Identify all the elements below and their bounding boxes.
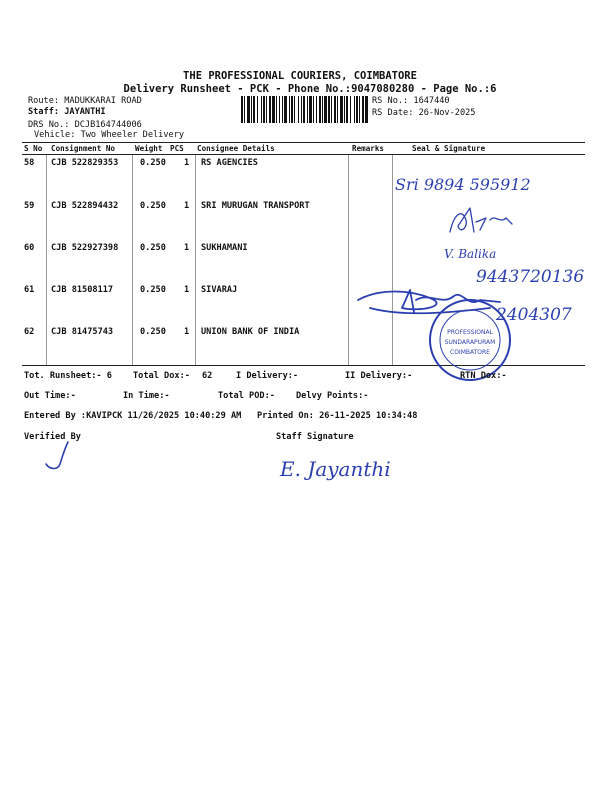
- col-remarks: Remarks: [352, 144, 385, 153]
- row-consignment: CJB 81475743: [51, 327, 114, 337]
- svg-text:2404307: 2404307: [496, 305, 572, 325]
- verified-by-signature: [40, 440, 80, 474]
- row-pcs: 1: [184, 327, 190, 337]
- total-dox-value: 62: [202, 371, 213, 381]
- row-sno: 60: [24, 243, 35, 253]
- row-weight: 0.250: [140, 285, 166, 295]
- table-header-rule: [22, 154, 585, 155]
- col-divider: [195, 155, 196, 365]
- route-label: Route: MADUKKARAI ROAD: [28, 96, 142, 106]
- col-consignee: Consignee Details: [197, 144, 275, 153]
- row-consignee: RS AGENCIES: [201, 158, 258, 168]
- staff-signature: [278, 444, 448, 486]
- company-name: THE PROFESSIONAL COURIERS, COIMBATORE: [183, 70, 417, 82]
- row-weight: 0.250: [140, 158, 166, 168]
- svg-text:Sd/-: Sd/-: [514, 227, 526, 234]
- ii-delivery: II Delivery:-: [345, 371, 413, 381]
- out-time: Out Time:-: [24, 391, 76, 401]
- row-consignment: CJB 522927398: [51, 243, 119, 253]
- row-weight: 0.250: [140, 327, 166, 337]
- svg-text:E. Jayanthi: E. Jayanthi: [280, 457, 391, 481]
- svg-text:PROFESSIONAL: PROFESSIONAL: [447, 329, 493, 336]
- rs-number: RS No.: 1647440: [372, 96, 450, 106]
- in-time: In Time:-: [123, 391, 170, 401]
- row-pcs: 1: [184, 158, 190, 168]
- col-sno: S No: [24, 144, 43, 153]
- row-consignee: SIVARAJ: [201, 285, 238, 295]
- row-consignment: CJB 522894432: [51, 201, 119, 211]
- i-delivery: I Delivery:-: [236, 371, 299, 381]
- row58-handwriting: [392, 160, 587, 198]
- row-sno: 59: [24, 201, 35, 211]
- rtn-dox: RTN Dox:-: [460, 371, 507, 381]
- row-sno: 62: [24, 327, 35, 337]
- total-pod: Total POD:-: [218, 391, 275, 401]
- verified-by-label: Verified By: [24, 432, 81, 442]
- entered-by: Entered By :KAVIPCK 11/26/2025 10:40:29 AM: [24, 411, 242, 421]
- col-divider: [46, 155, 47, 365]
- tot-runsheet: Tot. Runsheet:- 6: [24, 371, 112, 381]
- vehicle-label: Vehicle: Two Wheeler Delivery: [34, 130, 185, 140]
- row-pcs: 1: [184, 201, 190, 211]
- row-pcs: 1: [184, 243, 190, 253]
- row-weight: 0.250: [140, 201, 166, 211]
- row-sno: 61: [24, 285, 35, 295]
- row-weight: 0.250: [140, 243, 166, 253]
- row-sno: 58: [24, 158, 35, 168]
- row-consignment: CJB 81508117: [51, 285, 114, 295]
- col-divider: [348, 155, 349, 365]
- row59-signature: [440, 200, 530, 245]
- col-divider: [132, 155, 133, 365]
- staff-signature-label: Staff Signature: [276, 432, 354, 442]
- row-consignee: SUKHAMANI: [201, 243, 248, 253]
- staff-label: Staff: JAYANTHI: [28, 107, 106, 117]
- col-pcs: PCS: [170, 144, 184, 153]
- svg-text:SUNDARAPURAM: SUNDARAPURAM: [444, 339, 496, 346]
- total-dox-label: Total Dox:-: [133, 371, 190, 381]
- row-consignee: SRI MURUGAN TRANSPORT: [201, 201, 310, 211]
- table-top-rule: [22, 142, 585, 143]
- rs-date: RS Date: 26-Nov-2025: [372, 108, 476, 118]
- col-consignment: Consignment No: [51, 144, 116, 153]
- barcode: [241, 96, 368, 123]
- delvy-points: Delvy Points:-: [296, 391, 369, 401]
- svg-text:Sri 9894 595912: Sri 9894 595912: [395, 175, 531, 194]
- row-pcs: 1: [184, 285, 190, 295]
- col-weight: Weight: [135, 144, 163, 153]
- printed-on: Printed On: 26-11-2025 10:34:48: [257, 411, 418, 421]
- col-seal: Seal & Signature: [412, 144, 486, 153]
- drs-number: DRS No.: DCJB164744006: [28, 120, 142, 130]
- svg-text:V. Balika: V. Balika: [444, 247, 497, 261]
- svg-text:9443720136: 9443720136: [476, 267, 585, 287]
- row-consignee: UNION BANK OF INDIA: [201, 327, 300, 337]
- svg-text:COIMBATORE: COIMBATORE: [450, 349, 490, 356]
- runsheet-title: Delivery Runsheet - PCK - Phone No.:9047080280 - Page No.:6: [123, 83, 497, 95]
- row-consignment: CJB 522829353: [51, 158, 119, 168]
